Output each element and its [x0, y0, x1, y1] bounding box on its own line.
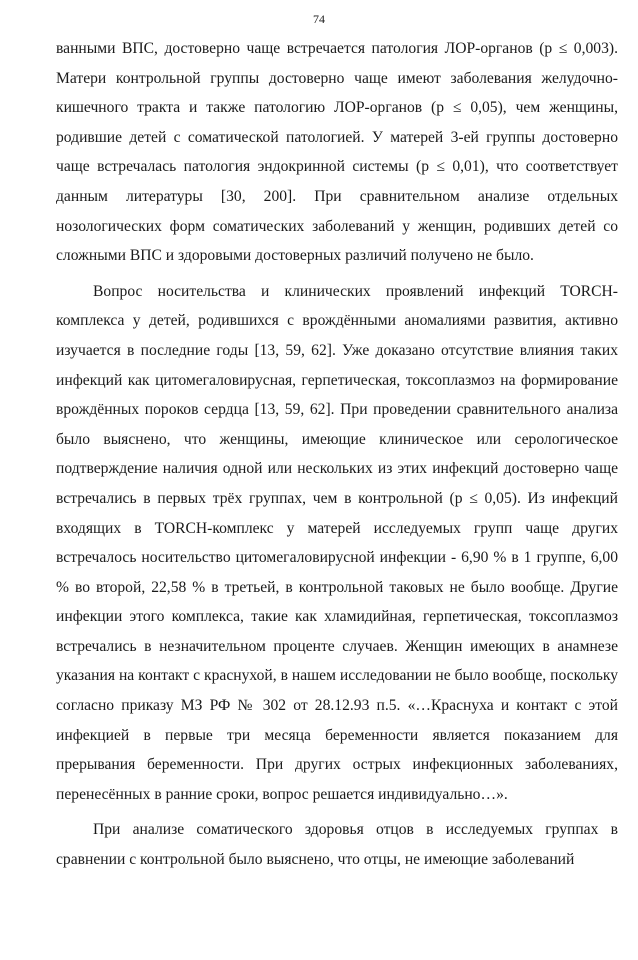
- page-number: 74: [313, 12, 325, 26]
- paragraph-fathers-health: При анализе соматического здоровья отцов в исследуемых группах в сравнении с контрольной было выяснено, что отцы, не имеющие заболеваний: [56, 821, 618, 869]
- paragraph-somatic-pathology-mothers: ванными ВПС, достоверно чаще встречается патология ЛОР-органов (p ≤ 0,003). Матери контрольной группы достоверно чаще имеют заболевания желудочно-кишечного тракта и также патологию ЛОР-органов (p ≤ 0,05), чем женщины, родившие детей с соматической патологией. У матерей 3-ей группы достоверно чаще встречалась патология эндокринной системы (p ≤ 0,01), что соответствует данным литературы [30, 200]. При сравнительном анализе отдельных нозологических форм соматических заболеваний у женщин, родивших детей со сложными ВПС и здоровыми достоверных различий получено не было.: [56, 40, 618, 265]
- document-body: [56, 34, 618, 875]
- paragraph-torch-infections: Вопрос носительства и клинических проявлений инфекций TORCH-комплекса у детей, родившихся с врождёнными аномалиями развития, активно изучается в последние годы [13, 59, 62]. Уже доказано отсутствие влияния таких инфекций как цитомегаловирусная, герпетическая, токсоплазмоз на формирование врождённых пороков сердца [13, 59, 62]. При проведении сравнительного анализа было выяснено, что женщины, имеющие клиническое или серологическое подтверждение наличия одной или нескольких из этих инфекций достоверно чаще встречались в первых трёх группах, чем в контрольной (p ≤ 0,05). Из инфекций входящих в TORCH-комплекс у матерей исследуемых групп чаще других встречалось носительство цитомегаловирусной инфекции - 6,90 % в 1 группе, 6,00 % во второй, 22,58 % в третьей, в контрольной таковых не было вообще. Другие инфекции этого комплекса, такие как хламидийная, герпетическая, токсоплазмоз встречались в незначительном проценте случаев. Женщин имеющих в анамнезе указания на контакт с краснухой, в нашем исследовании не было вообще, поскольку согласно приказу МЗ РФ № 302 от 28.12.93 п.5. «…Краснуха и контакт с этой инфекцией в первые три месяца беременности является показанием для прерывания беременности. При других острых инфекционных заболеваниях, перенесённых в ранние сроки, вопрос решается индивидуально…».: [56, 282, 618, 803]
